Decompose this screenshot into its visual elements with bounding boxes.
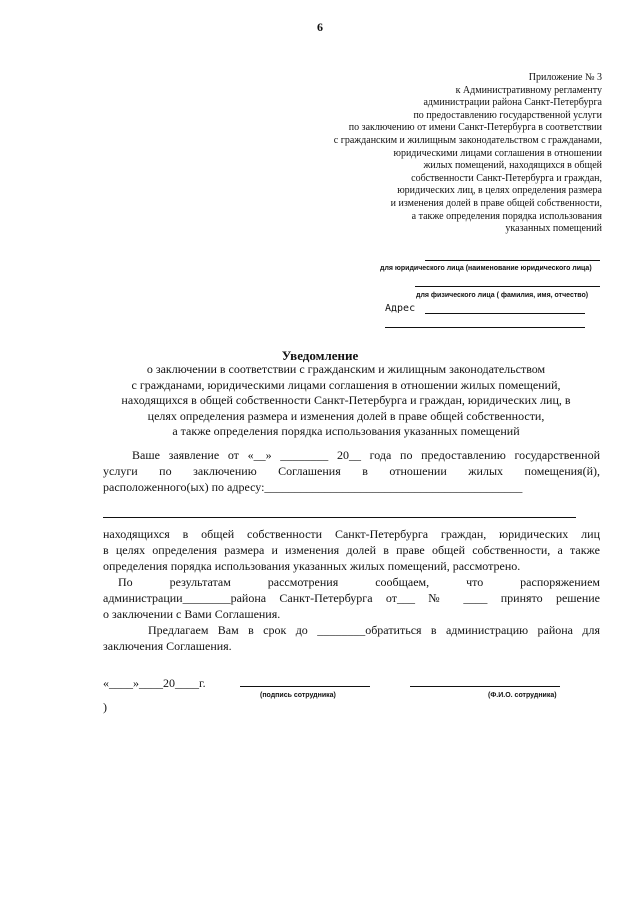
body-p4-line1: Предлагаем Вам в срок до ________обратиться в администрацию района для xyxy=(148,623,600,637)
signature-label: (подпись сотрудника) xyxy=(260,692,336,699)
individual-label: для физического лица ( фамилия, имя, отчество) xyxy=(416,292,589,299)
appendix-line: жилых помещений, находящихся в общей xyxy=(423,160,602,172)
body-p1-line1: Ваше заявление от «__» ________ 20__ года по предоставлению государственной xyxy=(132,448,600,462)
appendix-line: указанных помещений xyxy=(505,223,602,235)
legal-entity-name-line[interactable] xyxy=(425,260,600,261)
individual-name-line[interactable] xyxy=(415,286,600,287)
body-p2-line3: определения порядка использования указанных жилых помещений, рассмотрено. xyxy=(103,559,521,573)
legal-entity-label: для юридического лица (наименование юридического лица) xyxy=(380,265,592,272)
body-p3-line1: По результатам рассмотрения сообщаем, что распоряжением xyxy=(118,575,600,589)
signature-line[interactable] xyxy=(240,686,370,687)
address-blank-line[interactable] xyxy=(103,517,576,518)
employee-name-line[interactable] xyxy=(410,686,560,687)
page-number: 6 xyxy=(317,20,323,34)
signature-date: «____»____20____г. xyxy=(103,676,206,690)
appendix-line: собственности Санкт-Петербурга и граждан, xyxy=(411,172,602,184)
appendix-line: юридических лиц, в целях определения размера xyxy=(397,185,602,197)
appendix-line: администрации района Санкт-Петербурга xyxy=(423,97,602,109)
appendix-header xyxy=(302,72,602,236)
subtitle-line: с гражданами, юридическими лицами соглашения в отношении жилых помещений, xyxy=(131,377,561,392)
appendix-line: к Административному регламенту xyxy=(455,84,602,96)
address-line-2[interactable] xyxy=(385,327,585,328)
body-p2-line1: находящихся в общей собственности Санкт-Петербурга граждан, юридических лиц xyxy=(103,527,600,541)
subtitle-line: о заключении в соответствии с гражданским и жилищным законодательством xyxy=(146,362,546,376)
subtitle-line: а также определения порядка использования указанных помещений xyxy=(172,424,520,438)
appendix-line: юридическими лицами соглашения в отношении xyxy=(393,147,602,159)
appendix-line: а также определения порядка использования xyxy=(411,210,602,222)
employee-name-label: (Ф.И.О. сотрудника) xyxy=(488,692,557,699)
appendix-line: по заключению от имени Санкт-Петербурга в соответствии xyxy=(348,122,602,134)
subtitle-line: находящихся в общей собственности Санкт-Петербурга и граждан, юридических лиц, в xyxy=(121,393,571,407)
body-p3-line3: о заключении с Вами Соглашения. xyxy=(103,607,281,621)
appendix-line: Приложение № 3 xyxy=(528,72,602,83)
address-label: Адрес xyxy=(385,303,416,314)
body-p3-line2: администрации________района Санкт-Петербурга от___ № ____ принято решение xyxy=(103,591,600,605)
subtitle-line: целях определения размера и изменения долей в праве общей собственности, xyxy=(147,408,545,423)
appendix-line: с гражданским и жилищным законодательством с гражданами, xyxy=(333,134,602,146)
bottom-mark: ) xyxy=(103,700,107,714)
notice-subtitle xyxy=(96,362,596,440)
appendix-line: и изменения долей в праве общей собственности, xyxy=(390,197,602,209)
body-p4-line2: заключения Соглашения. xyxy=(103,639,232,653)
notice-title: Уведомление xyxy=(281,348,359,363)
body-p1-line2: услуги по заключению Соглашения в отношении жилых помещения(й), xyxy=(103,464,600,478)
appendix-line: по предоставлению государственной услуги xyxy=(413,109,602,121)
address-line-1[interactable] xyxy=(425,313,585,314)
body-p1-line3: расположенного(ых) по адресу:___________________________________________ xyxy=(103,480,523,494)
body-p2-line2: в целях определения размера и изменения долей в праве общей собственности, а также xyxy=(103,543,600,557)
